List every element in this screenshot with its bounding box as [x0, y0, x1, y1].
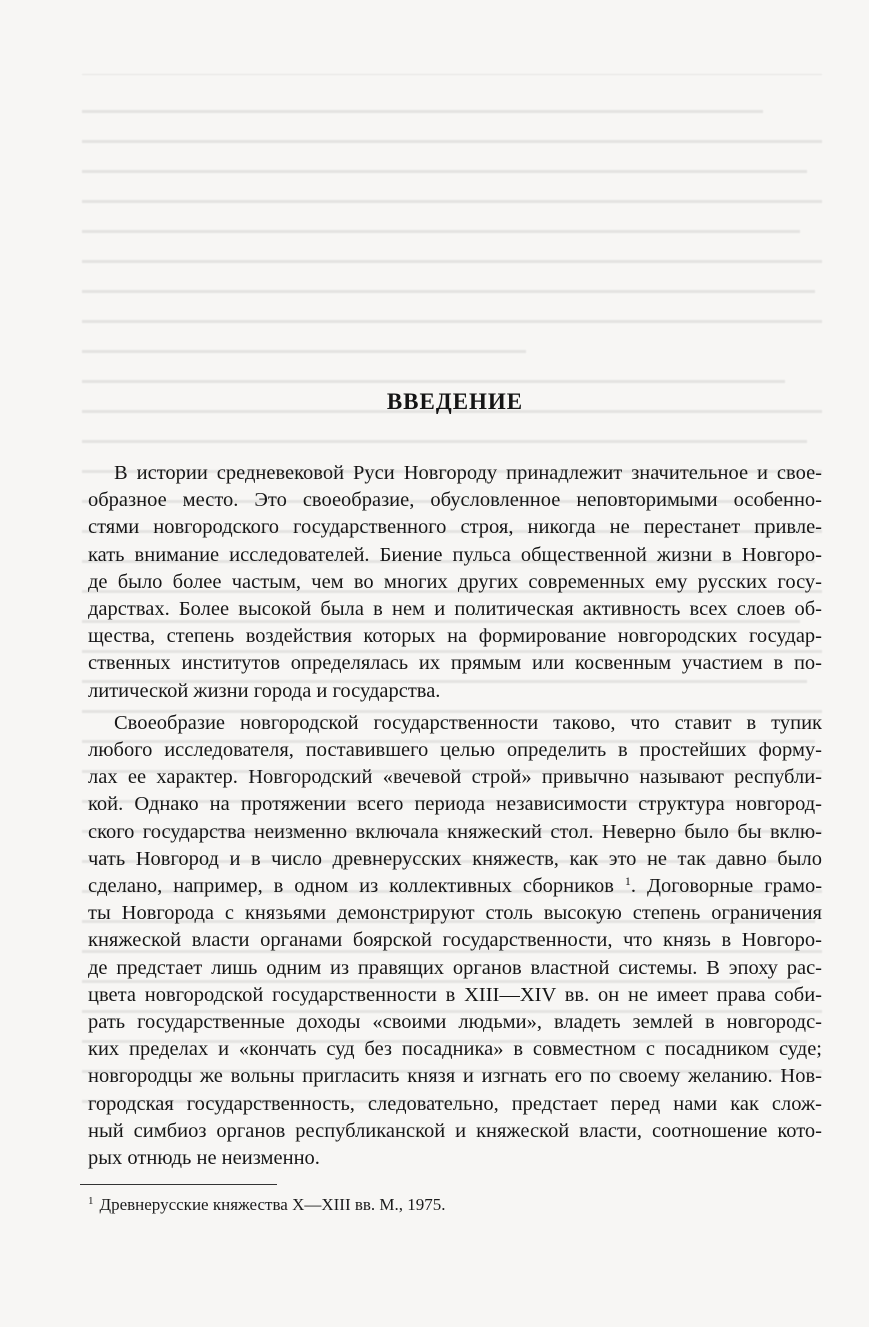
paragraph-2: [88, 710, 822, 1172]
text-line-with-footnote: сделано, например, в одном из коллективных сборников $^1$. Договорные грамо-: [88, 874, 823, 898]
text-line: ты Новгорода с князьями демонстрируют столь высокую степень ограничения: [88, 902, 822, 925]
paragraph-1: [88, 460, 822, 705]
text-line: ких пределах и «кончать суд без посадника» в совместном с посадником суде;: [88, 1038, 822, 1061]
text-line: рать государственные доходы «своими людьми», владеть землей в новгородс-: [88, 1011, 822, 1034]
text-line: де предстает лишь одним из правящих органов властной системы. В эпоху рас-: [88, 956, 822, 979]
text-line: щества, степень воздействия которых на формирование новгородских государ-: [88, 625, 822, 648]
text-line: ственных институтов определялась их прямым или косвенным участием в по-: [88, 652, 822, 675]
text-line: цвета новгородской государственности в XIII—XIV вв. он не имеет права соби-: [88, 983, 822, 1006]
text-line: В истории средневековой Руси Новгороду принадлежит значительное и свое-: [114, 462, 822, 484]
text-line: ный симбиоз органов республиканской и княжеской власти, соотношение кото-: [88, 1119, 822, 1142]
text-line: образное место. Это своеобразие, обусловленное неповторимыми особенно-: [88, 489, 822, 512]
footnote-divider: [80, 1184, 277, 1185]
text-line: рых отнюдь не неизменно.: [88, 1147, 320, 1170]
footnote-reference[interactable]: 1: [624, 874, 631, 889]
text-line: Своеобразие новгородской государственности таково, что ставит в тупик: [114, 711, 822, 734]
text-line: чать Новгород и в число древнерусских княжеств, как это не так давно было: [88, 847, 822, 870]
text-line: дарствах. Более высокой была в нем и политическая активность всех слоев об-: [88, 598, 822, 621]
text-line: княжеской власти органами боярской государственности, что князь в Новгоро-: [88, 929, 822, 952]
footnote-number: 1: [88, 1195, 94, 1207]
text-line: литической жизни города и государства.: [88, 679, 441, 702]
body-text: [88, 460, 822, 1177]
text-line: стями новгородского государственного строя, никогда не перестанет привле-: [88, 516, 822, 539]
text-segment: Договорные грамо-: [647, 875, 823, 898]
footnote-text: Древнерусские княжества X—XIII вв. М., 1975.: [99, 1195, 446, 1214]
text-line: кать внимание исследователей. Биение пульса общественной жизни в Новгоро-: [88, 543, 822, 566]
text-line: де было более частым, чем во многих других современных ему русских госу-: [88, 570, 822, 593]
text-line: лах ее характер. Новгородский «вечевой строй» привычно называют республи-: [88, 766, 822, 789]
text-line: ского государства неизменно включала княжеский стол. Неверно было бы вклю-: [88, 820, 822, 843]
text-line: любого исследователя, поставившего целью определить в простейших форму-: [88, 739, 822, 762]
text-segment: сделано, например, в одном из коллективных сборников: [88, 875, 614, 898]
text-line: городская государственность, следовательно, предстает перед нами как слож-: [88, 1092, 822, 1115]
text-line: кой. Однако на протяжении всего периода независимости структура новгород-: [88, 793, 822, 816]
footnote: [88, 1195, 822, 1215]
text-line: новгородцы же вольны пригласить князя и изгнать его по своему желанию. Нов-: [88, 1065, 822, 1088]
chapter-title: ВВЕДЕНИЕ: [386, 389, 524, 414]
